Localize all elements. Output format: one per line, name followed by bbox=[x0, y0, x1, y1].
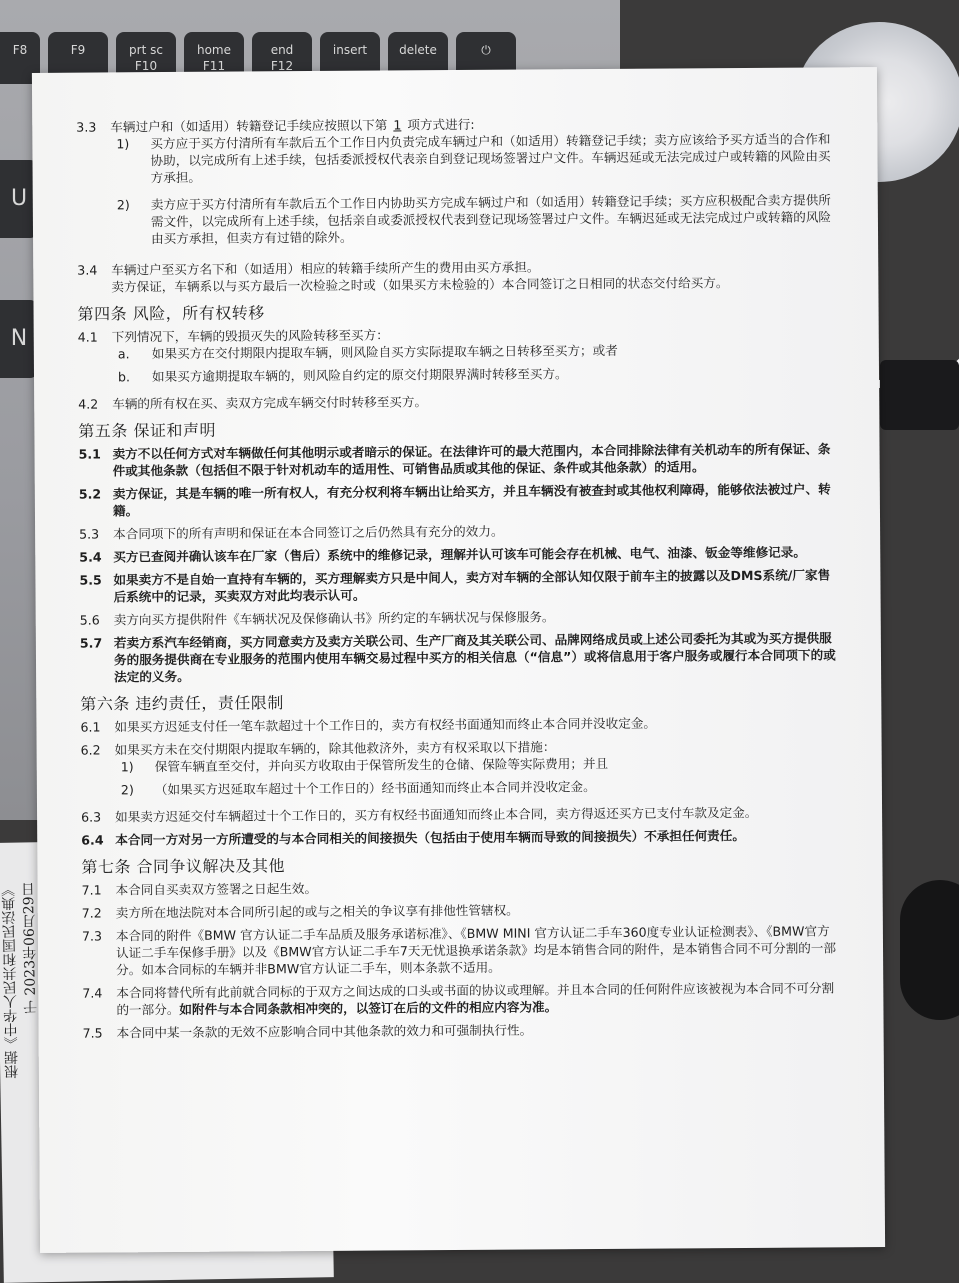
clause-number: 6.3 bbox=[81, 809, 102, 825]
clause-number: 5.7 bbox=[79, 635, 103, 651]
clause-number: 5.6 bbox=[79, 612, 100, 628]
underlying-paper-text-1: 根据《中华人民共和国民法典》 bbox=[0, 882, 21, 1079]
clause-text: 本合同将替代所有此前就合同标的于双方之间达成的口头或书面的协议或理解。并且本合同的任何附件应该被视为本合同不可分割的一部分。 bbox=[116, 980, 835, 1018]
clause-text: 卖方不以任何方式对车辆做任何其他明示或者暗示的保证。在法律许可的最大范围内，本合同排除法律有关机动车的所有保证、条件或其他条款（包括但不限于针对机动车的适用性、可销售品质或其他的保证、条件或其他条款）的适用。 bbox=[112, 441, 831, 479]
key-home[interactable]: home F11 bbox=[184, 32, 244, 84]
key-prtsc[interactable]: prt sc F10 bbox=[116, 32, 176, 84]
clause-number: 5.2 bbox=[78, 486, 102, 502]
item-text: 保管车辆直至交付，并向买方收取由于保管所发生的仓储、保险等实际费用；并且 bbox=[154, 755, 609, 775]
clause-text-2: 卖方保证，车辆系以与买方最后一次检验之时或（如果买方未检验的）本合同签订之日相同的状态交付给买方。 bbox=[111, 275, 729, 295]
clause-text: 车辆过户至买方名下和（如适用）相应的转籍手续所产生的费用由买方承担。 bbox=[111, 259, 540, 278]
clause-number: 4.1 bbox=[77, 329, 98, 345]
clause-number: 4.2 bbox=[78, 396, 99, 412]
clause-3-4 bbox=[77, 256, 837, 295]
clause-5-1 bbox=[78, 440, 838, 479]
clause-number: 6.4 bbox=[81, 832, 104, 848]
key-f8[interactable]: F8 bbox=[0, 32, 40, 84]
clause-text: 本合同的附件《BMW 官方认证二手车品质及服务承诺标准》、《BMW MINI 官方认证二手车360度专业认证检测表》、《BMW官方认证二手车保修手册》以及《BMW官方认证二手车7天无忧退换承诺条款》均是本销售合同的附件，是本销售合同不可分割的一部分。如本合同标的车辆并非BMW官方认证二手车，则本条款不适用。 bbox=[115, 923, 837, 978]
clause-text: 如果买方未在交付期限内提取车辆的，除其他救济外，卖方有权采取以下措施： bbox=[114, 739, 556, 758]
item-text: 如果买方在交付期限内提取车辆，则风险自买方实际提取车辆之日转移至买方；或者 bbox=[151, 342, 618, 362]
item-number: a. bbox=[117, 346, 130, 362]
key-n[interactable]: N bbox=[0, 300, 38, 378]
clause-number: 7.3 bbox=[81, 928, 103, 944]
clause-text: 下列情况下，车辆的毁损灭失的风险转移至买方： bbox=[111, 327, 389, 345]
clause-number: 7.2 bbox=[81, 905, 102, 921]
item-number: 1) bbox=[120, 759, 134, 775]
key-f9[interactable]: F9 bbox=[48, 32, 108, 84]
item-text: 买方应于买方付清所有车款后五个工作日内负责完成车辆过户和（如适用）转籍登记手续；卖方应该给予买方适当的合作和协助，以完成所有上述手续，包括委派授权代表亲自到登记现场签署过户文件。车辆迟延或无法完成过户或转籍的风险由买方承担。 bbox=[150, 131, 831, 186]
clause-number: 7.1 bbox=[81, 882, 102, 898]
clause-text: 卖方所在地法院对本合同所引起的或与之相关的争议享有排他性管辖权。 bbox=[115, 902, 519, 921]
power-key[interactable]: ⏻ bbox=[456, 32, 516, 84]
item-number: 1) bbox=[116, 136, 130, 152]
clause-number: 5.1 bbox=[78, 446, 101, 462]
key-u[interactable]: U bbox=[0, 160, 38, 238]
method-choice: 1 bbox=[393, 117, 402, 133]
contract-text bbox=[76, 113, 842, 1041]
clause-text: 本合同中某一条款的无效不应影响合同中其他条款的效力和可强制执行性。 bbox=[116, 1022, 533, 1041]
clause-number: 7.5 bbox=[82, 1025, 103, 1041]
item-number: b. bbox=[117, 369, 131, 385]
clause-3-3-item-2 bbox=[117, 191, 837, 247]
clause-number: 3.4 bbox=[77, 262, 98, 278]
clause-number: 5.3 bbox=[79, 526, 100, 542]
clause-3-3-item-1 bbox=[116, 130, 836, 186]
clause-text: 如果买方迟延支付任一笔车款超过十个工作日的，卖方有权经书面通知而终止本合同并没收定金。 bbox=[114, 715, 657, 735]
dark-object-right bbox=[900, 880, 959, 1020]
clause-text: 买方已查阅并确认该车在厂家（售后）系统中的维修记录，理解并认可该车可能会存在机械、电气、油漆、钣金等维修记录。 bbox=[113, 544, 806, 565]
clause-5-7 bbox=[80, 629, 840, 685]
clause-5-5 bbox=[79, 566, 839, 605]
clause-7-3 bbox=[82, 922, 842, 978]
article-4-title: 第四条 风险，所有权转移 bbox=[77, 303, 265, 324]
dark-object bbox=[880, 360, 959, 430]
item-text: （如果买方迟延取车超过十个工作日的）经书面通知而终止本合同并没收定金。 bbox=[154, 779, 596, 798]
key-end[interactable]: end F12 bbox=[252, 32, 312, 84]
clause-text: 卖方向买方提供附件《车辆状况及保修确认书》所约定的车辆状况与保修服务。 bbox=[113, 609, 555, 628]
clause-text-end: 项方式进行: bbox=[407, 116, 475, 133]
key-delete[interactable]: delete bbox=[388, 32, 448, 84]
clause-text: 如果卖方不是自始一直持有车辆的，买方理解卖方只是中间人，卖方对车辆的全部认知仅限于前车主的披露以及DMS系统/厂家售后系统中的记录，买卖双方对此均表示认可。 bbox=[113, 567, 831, 605]
item-number: 2) bbox=[116, 197, 130, 213]
clause-text-bold: 如附件与本合同条款相冲突的，以签订在后的文件的相应内容为准。 bbox=[179, 999, 558, 1017]
article-7-title: 第七条 合同争议解决及其他 bbox=[81, 856, 286, 877]
contract-page bbox=[32, 67, 885, 1253]
clause-5-2 bbox=[79, 480, 839, 519]
item-number: 2) bbox=[120, 782, 134, 798]
clause-text: 本合同一方对另一方所遭受的与本合同相关的间接损失（包括由于使用车辆而导致的间接损失）不承担任何责任。 bbox=[115, 828, 745, 848]
clause-7-4 bbox=[82, 979, 842, 1018]
item-text: 卖方应于买方付清所有车款后五个工作日内协助买方完成车辆过户和（如适用）转籍登记手续；买方应积极配合卖方提供所需文件，以完成所有上述手续，包括亲自或委派授权代表到登记现场签署过户文件。车辆迟延或无法完成过户或转籍的风险由买方承担，但卖方有过错的除外。 bbox=[150, 192, 832, 247]
clause-number: 6.1 bbox=[80, 719, 101, 735]
clause-text: 卖方保证，其是车辆的唯一所有权人，有充分权利将车辆出让给买方，并且车辆没有被查封或其他权利障碍，能够依法被过户、转籍。 bbox=[112, 481, 831, 519]
clause-text: 本合同自买卖双方签署之日起生效。 bbox=[115, 880, 318, 898]
clause-number: 3.3 bbox=[76, 119, 97, 135]
clause-text: 车辆过户和（如适用）转籍登记手续应按照以下第 bbox=[110, 117, 388, 135]
key-insert[interactable]: insert bbox=[320, 32, 380, 84]
clause-number: 5.4 bbox=[79, 549, 102, 565]
article-5-title: 第五条 保证和声明 bbox=[78, 420, 217, 441]
clause-text: 车辆的所有权在买、卖双方完成车辆交付时转移至买方。 bbox=[112, 394, 428, 412]
clause-number: 7.4 bbox=[82, 985, 103, 1001]
clause-text: 如果卖方迟延交付车辆超过十个工作日的，买方有权经书面通知而终止本合同，卖方得返还买方已支付车款及定金。 bbox=[115, 804, 758, 825]
clause-text: 若卖方系汽车经销商，买方同意卖方及卖方关联公司、生产厂商及其关联公司、品牌网络成员或上述公司委托为其或为买方提供服务的服务提供商在专业服务的范围内使用车辆交易过程中买方的相关信息（“信息”）或将信息用于客户服务或履行本合同项下的或法定的义务。 bbox=[113, 630, 836, 685]
item-text: 如果买方逾期提取车辆的，则风险自约定的原交付期限界满时转移至买方。 bbox=[151, 366, 568, 385]
underlying-paper-text-2: 于 2023年06月29日 bbox=[20, 882, 40, 1015]
clause-number: 5.5 bbox=[79, 572, 102, 588]
clause-text: 本合同项下的所有声明和保证在本合同签订之后仍然具有充分的效力。 bbox=[113, 523, 504, 542]
clause-number: 6.2 bbox=[80, 742, 101, 758]
article-6-title: 第六条 违约责任，责任限制 bbox=[80, 693, 284, 714]
